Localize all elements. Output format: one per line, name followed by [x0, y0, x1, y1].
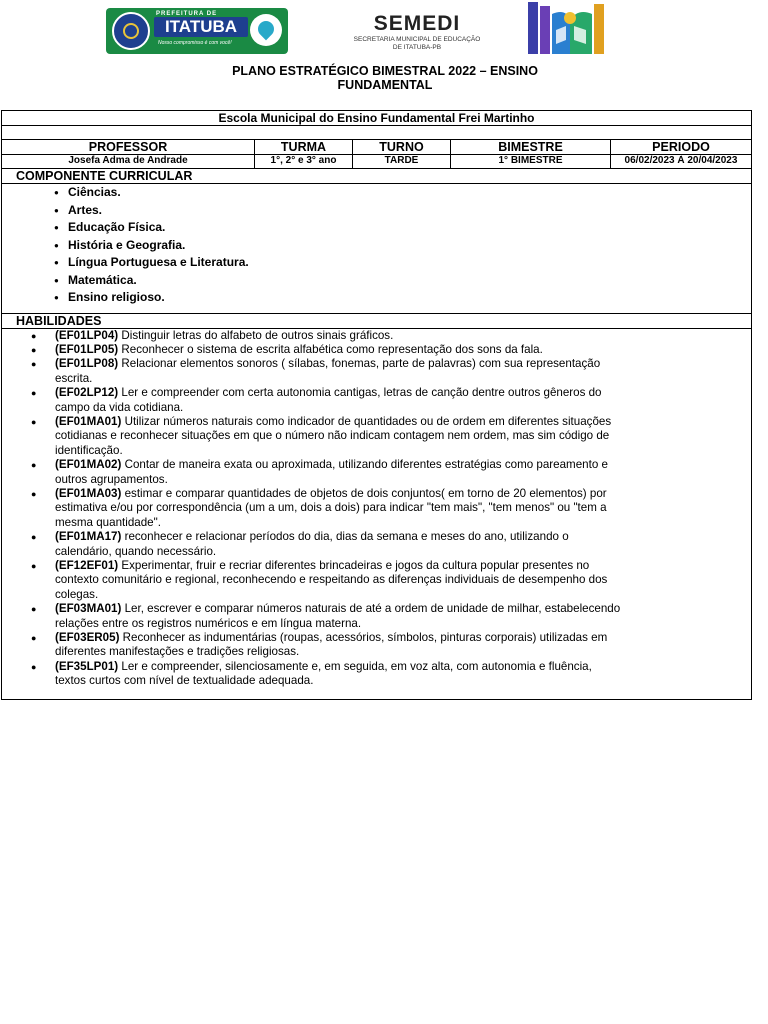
list-item — [2, 530, 622, 559]
header-periodo: PERIODO — [611, 140, 752, 155]
document-header — [0, 0, 768, 62]
list-item: ● História e Geografia. — [54, 237, 751, 255]
bullet-icon: ● — [31, 661, 37, 672]
document-title — [170, 64, 600, 92]
plan-table — [1, 110, 752, 700]
bullet-icon: ● — [31, 416, 37, 427]
componente-list — [2, 184, 751, 313]
skill-text: Experimentar, fruir e recriar diferentes brincadeiras e jogos da cultura popular presentes no contexto comunitário e regional, reconhecendo e respeitando as diferenças individuais de desempenho dos colegas. — [55, 559, 608, 601]
list-item — [2, 602, 622, 631]
skill-text: Reconhecer as indumentárias (roupas, acessórios, símbolos, pinturas corporais) utilizadas em diferentes manifestações e tradições religiosas. — [55, 631, 608, 659]
value-bimestre: 1° BIMESTRE — [451, 155, 611, 169]
skill-text: Relacionar elementos sonoros ( sílabas, fonemas, parte de palavras) com sua representação escrita. — [55, 357, 601, 385]
books-logo-icon — [526, 0, 610, 56]
skill-code: (EF01MA17) — [55, 530, 122, 544]
bullet-icon: ● — [31, 604, 37, 615]
list-item — [2, 357, 622, 386]
city-seal-icon — [112, 12, 150, 50]
school-name: Escola Municipal do Ensino Fundamental Frei Martinho — [2, 111, 752, 126]
logo-slogan: Nosso compromisso é com você! — [158, 40, 232, 46]
bullet-icon: ● — [31, 330, 37, 341]
skill-code: (EF03ER05) — [55, 631, 120, 645]
heart-icon — [250, 14, 282, 46]
skill-text: Ler e compreender, silenciosamente e, em seguida, em voz alta, com autonomia e fluência, textos curtos com nível de textualidade adequada. — [55, 659, 592, 688]
habilidades-cell — [2, 328, 752, 699]
list-item — [2, 559, 622, 602]
bullet-icon: ● — [31, 344, 37, 355]
list-item: ● Educação Física. — [54, 219, 751, 237]
bullet-icon: ● — [31, 488, 37, 499]
skill-text: Ler, escrever e comparar números naturais de até a ordem de unidade de milhar, estabelecendo relações entre os registros numéricos e em língua materna. — [55, 602, 621, 630]
list-item — [2, 631, 622, 660]
header-turno: TURNO — [353, 140, 451, 155]
list-item: ● Artes. — [54, 202, 751, 220]
habilidades-title: HABILIDADES — [2, 313, 752, 328]
componente-curricular-cell — [2, 184, 752, 314]
skill-code: (EF03MA01) — [55, 602, 122, 616]
list-item: ● Ciências. — [54, 184, 751, 202]
skill-code: (EF01MA01) — [55, 414, 122, 428]
semedi-title: SEMEDI — [373, 12, 461, 35]
skill-code: (EF12EF01) — [55, 559, 119, 572]
bullet-icon: ● — [31, 460, 37, 471]
title-line-1: PLANO ESTRATÉGICO BIMESTRAL 2022 – ENSINO — [232, 64, 538, 78]
header-turma: TURMA — [255, 140, 353, 155]
skill-code: (EF01MA02) — [55, 458, 122, 472]
list-item: ● Matemática. — [54, 272, 751, 290]
bullet-icon: ● — [31, 561, 37, 571]
blank-row — [2, 126, 752, 140]
title-line-2: FUNDAMENTAL — [337, 78, 433, 92]
bullet-icon: ● — [31, 633, 37, 644]
list-item: ● Ensino religioso. — [54, 289, 751, 307]
list-item — [2, 487, 622, 530]
value-turno: TARDE — [353, 155, 451, 169]
logo-prefeitura-text: PREFEITURA DE — [156, 11, 218, 17]
list-item — [2, 415, 622, 458]
bullet-icon: ● — [31, 532, 37, 543]
skill-text: Ler e compreender com certa autonomia cantigas, letras de canção dentre outros gêneros do campo da vida cotidiana. — [55, 386, 602, 414]
header-professor: PROFESSOR — [2, 140, 255, 155]
skill-text: Reconhecer o sistema de escrita alfabética como representação dos sons da fala. — [118, 342, 543, 356]
prefeitura-itatuba-logo — [106, 8, 288, 54]
semedi-logo — [330, 12, 504, 52]
list-item: ● Língua Portuguesa e Literatura. — [54, 254, 751, 272]
value-turma: 1°, 2° e 3° ano — [255, 155, 353, 169]
logo-city-name: ITATUBA — [154, 17, 248, 37]
skill-code: (EF01LP08) — [55, 357, 119, 371]
habilidades-list — [2, 329, 622, 699]
list-item — [2, 458, 622, 487]
semedi-subtitle-2: DE ITATUBA-PB — [392, 44, 442, 51]
list-item — [2, 329, 622, 343]
componente-curricular-title: COMPONENTE CURRICULAR — [2, 169, 752, 184]
list-item — [2, 386, 622, 415]
header-bimestre: BIMESTRE — [451, 140, 611, 155]
skill-code: (EF01LP04) — [55, 328, 119, 342]
skill-code: (EF02LP12) — [55, 386, 119, 400]
skill-code: (EF01MA03) — [55, 486, 122, 500]
skill-text: Distinguir letras do alfabeto de outros sinais gráficos. — [118, 328, 394, 342]
skill-code: (EF01LP05) — [55, 342, 119, 356]
bullet-icon: ● — [31, 359, 37, 370]
semedi-subtitle-1: SECRETARIA MUNICIPAL DE EDUCAÇÃO — [353, 36, 481, 43]
skill-code: (EF35LP01) — [55, 659, 119, 673]
skill-text: reconhecer e relacionar períodos do dia, dias da semana e meses do ano, utilizando o calendário, quando necessário. — [55, 530, 569, 558]
list-item — [2, 660, 622, 689]
list-item — [2, 343, 622, 357]
skill-text: Utilizar números naturais como indicador de quantidades ou de ordem em diferentes situações cotidianas e reconhecer situações em que o número não indicam contagem nem ordem, mas sim código de identificação. — [55, 414, 612, 457]
skill-text: estimar e comparar quantidades de objetos de dois conjuntos( em torno de 20 elementos) por estimativa e/ou por correspondência (um a um, dois a dois) para indicar "tem mais", "tem menos" ou "tem a mesma quantidade". — [55, 486, 607, 529]
value-professor: Josefa Adma de Andrade — [2, 155, 255, 169]
value-periodo: 06/02/2023 À 20/04/2023 — [611, 155, 752, 169]
bullet-icon: ● — [31, 388, 37, 399]
skill-text: Contar de maneira exata ou aproximada, utilizando diferentes estratégias como pareamento e outros agrupamentos. — [55, 458, 608, 486]
